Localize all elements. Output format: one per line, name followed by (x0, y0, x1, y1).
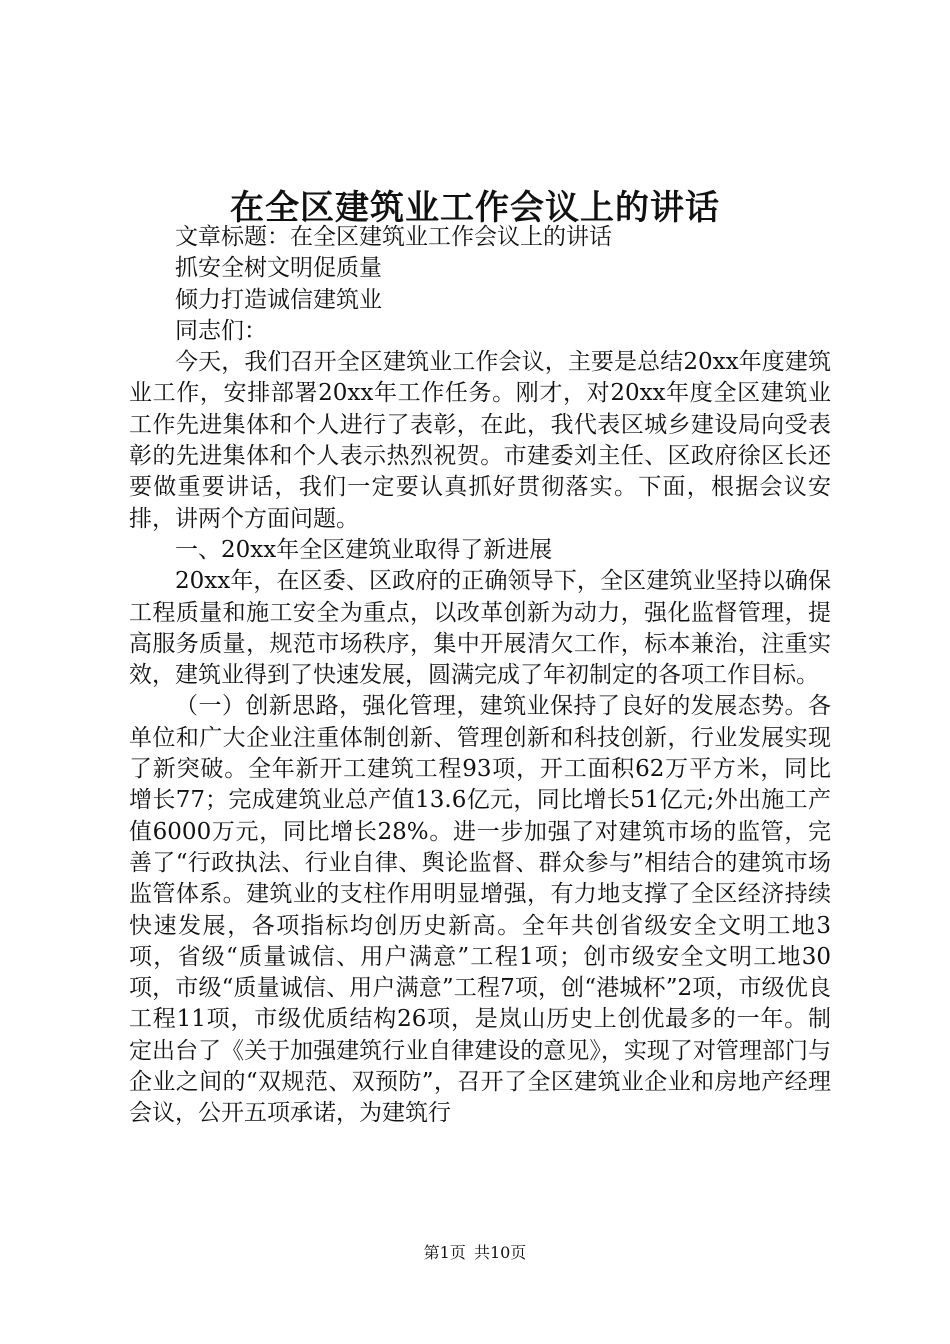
document-body (129, 222, 831, 1130)
section-1-paragraph: 20xx年，在区委、区政府的正确领导下，全区建筑业坚持以确保工程质量和施工安全为重点，以改革创新为动力，强化监督管理，提高服务质量，规范市场秩序，集中开展清欠工作，标本兼治，注重实效，建筑业得到了快速发展，圆满完成了年初制定的各项工作目标。 (129, 568, 831, 689)
subtitle-line-1: 抓安全树文明促质量 (175, 255, 382, 282)
intro-paragraph: 今天，我们召开全区建筑业工作会议，主要是总结20xx年度建筑业工作，安排部署20xx年工作任务。刚才，对20xx年度全区建筑业工作先进集体和个人进行了表彰，在此，我代表区城乡建设局向受表彰的先进集体和个人表示热烈祝贺。市建委刘主任、区政府徐区长还要做重要讲话，我们一定要认真抓好贯彻落实。下面，根据会议安排，讲两个方面问题。 (129, 349, 831, 532)
subtitle-line-2: 倾力打造诚信建筑业 (175, 286, 382, 313)
page-footer: 第1页 共10页 (423, 1243, 527, 1262)
article-title-line: 文章标题：在全区建筑业工作会议上的讲话 (175, 224, 612, 250)
subsection-1-paragraph: （一）创新思路，强化管理，建筑业保持了良好的发展态势。各单位和广大企业注重体制创新、管理创新和科技创新，行业发展实现了新突破。全年新开工建筑工程93项，开工面积62万平方米，同比增长77；完成建筑业总产值13.6亿元，同比增长51亿元;外出施工产值6000万元，同比增长28%。进一步加强了对建筑市场的监管，完善了“行政执法、行业自律、舆论监督、群众参与”相结合的建筑市场监管体系。建筑业的支柱作用明显增强，有力地支撑了全区经济持续快速发展，各项指标均创历史新高。全年共创省级安全文明工地3项，省级“质量诚信、用户满意”工程1项；创市级安全文明工地30项，市级“质量诚信、用户满意”工程7项，创“港城杯”2项，市级优良工程11项，市级优质结构26项，是岚山历史上创优最多的一年。制定出台了《关于加强建筑行业自律建设的意见》，实现了对管理部门与企业之间的“双规范、双预防”，召开了全区建筑业企业和房地产经理会议，公开五项承诺，为建筑行 (129, 693, 831, 1127)
document-title: 在全区建筑业工作会议上的讲话 (230, 188, 720, 228)
salutation: 同志们： (175, 317, 267, 344)
section-heading-1: 一、20xx年全区建筑业取得了新进展 (175, 536, 553, 563)
